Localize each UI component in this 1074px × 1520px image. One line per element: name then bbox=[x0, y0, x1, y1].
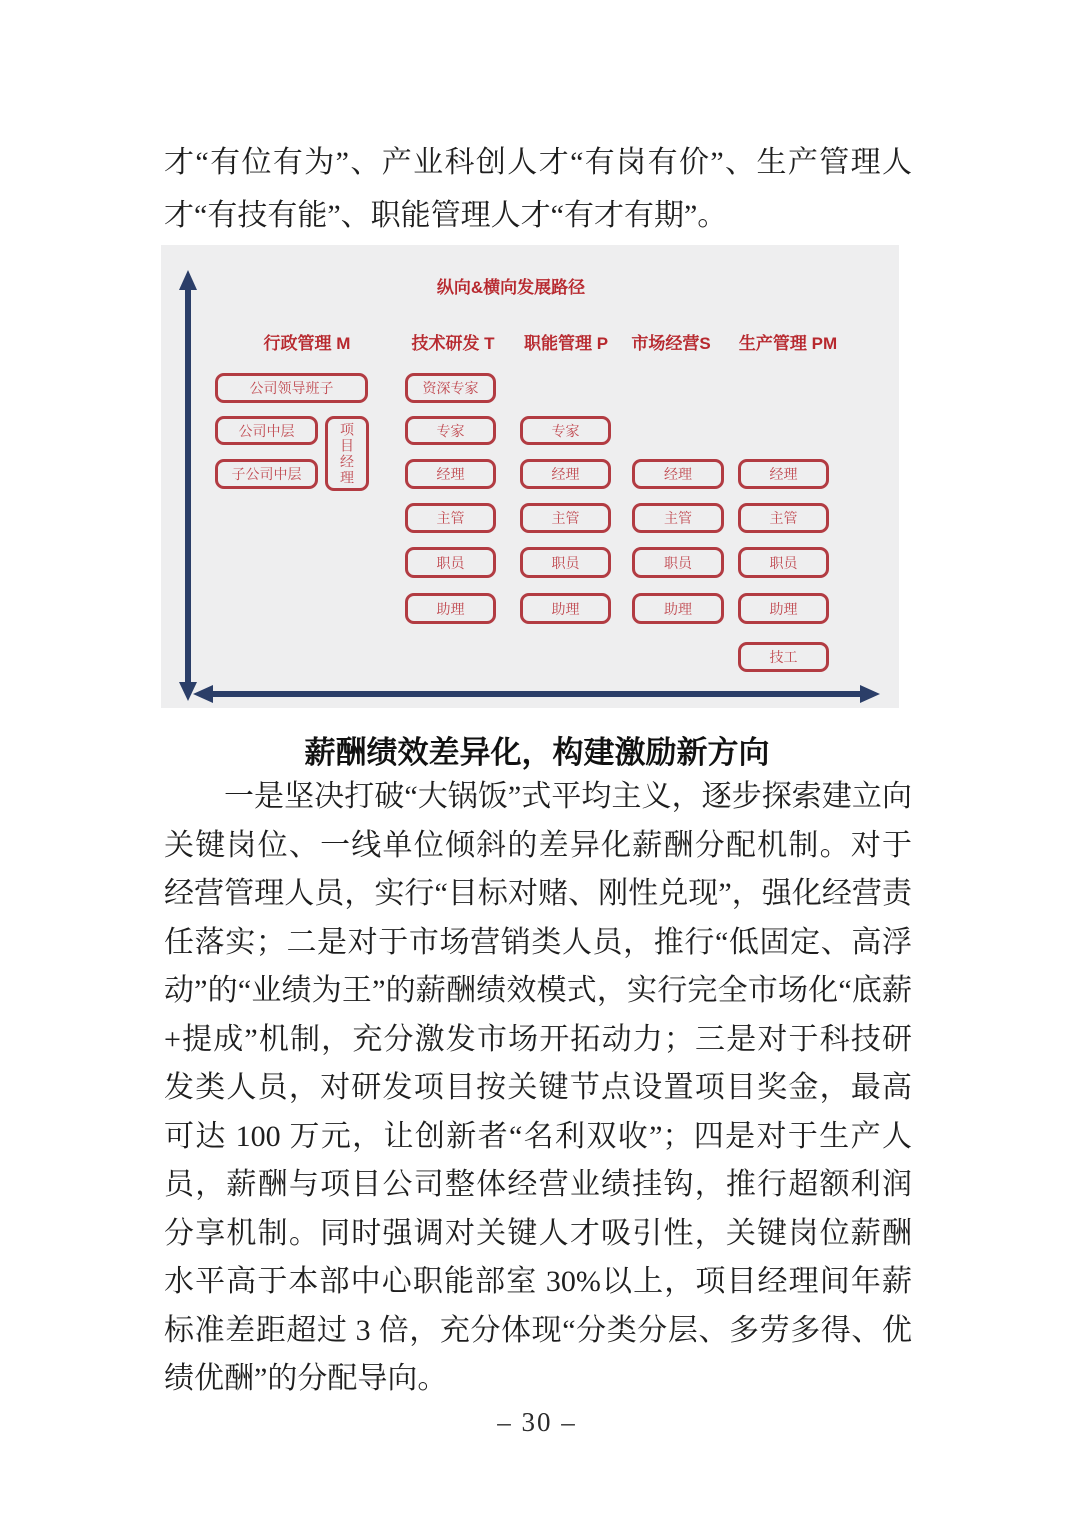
level-box-manager-s: 经理 bbox=[632, 459, 724, 489]
level-box-staff-s: 职员 bbox=[632, 547, 724, 578]
level-box-subsidiary-middle: 子公司中层 bbox=[215, 459, 318, 489]
level-box-manager-p: 经理 bbox=[520, 459, 611, 489]
level-box-technician-pm: 技工 bbox=[738, 642, 829, 672]
level-box-manager-pm: 经理 bbox=[738, 459, 829, 489]
column-header-market: 市场经营S bbox=[631, 334, 711, 353]
level-box-assistant-t: 助理 bbox=[405, 593, 496, 624]
level-box-assistant-p: 助理 bbox=[520, 593, 611, 624]
column-header-tech: 技术研发 T bbox=[411, 334, 495, 353]
level-box-assistant-s: 助理 bbox=[632, 593, 724, 624]
level-box-supervisor-pm: 主管 bbox=[738, 503, 829, 533]
vertical-axis-arrow bbox=[179, 270, 197, 701]
body-paragraph: 一是坚决打破“大锅饭”式平均主义，逐步探索建立向关键岗位、一线单位倾斜的差异化薪酬分配机制。对于经营管理人员，实行“目标对赌、刚性兑现”，强化经营责任落实；二是对于市场营销类人员，推行“低固定、高浮动”的“业绩为王”的薪酬绩效模式，实行完全市场化“底薪+提成”机制，充分激发市场开拓动力；三是对于科技研发类人员，对研发项目按关键节点设置项目奖金，最高可达 100 万元，让创新者“名利双收”；四是对于生产人员，薪酬与项目公司整体经营业绩挂钩，推行超额利润分享机制。同时强调对关键人才吸引性，关键岗位薪酬水平高于本部中心职能部室 30%以上，项目经理间年薪标准差距超过 3 倍，充分体现“分类分层、多劳多得、优绩优酬”的分配导向。 bbox=[164, 780, 912, 1395]
level-box-expert-t: 专家 bbox=[405, 416, 496, 445]
level-box-project-manager: 项目经理 bbox=[325, 416, 369, 491]
intro-paragraph: 才“有位有为”、产业科创人才“有岗有价”、生产管理人才“有技有能”、职能管理人才“有才有期”。 bbox=[164, 146, 912, 232]
level-box-staff-pm: 职员 bbox=[738, 547, 829, 578]
level-box-senior-expert: 资深专家 bbox=[405, 373, 496, 403]
level-box-staff-t: 职员 bbox=[405, 547, 496, 578]
column-header-production: 生产管理 PM bbox=[738, 334, 838, 353]
level-box-supervisor-s: 主管 bbox=[632, 503, 724, 533]
level-box-company-middle: 公司中层 bbox=[215, 416, 318, 445]
level-box-expert-p: 专家 bbox=[520, 416, 611, 445]
page-number: – 30 – bbox=[497, 1407, 577, 1437]
level-box-supervisor-p: 主管 bbox=[520, 503, 611, 533]
level-box-company-leadership: 公司领导班子 bbox=[215, 373, 368, 403]
level-box-staff-p: 职员 bbox=[520, 547, 611, 578]
horizontal-axis-arrow bbox=[193, 685, 880, 703]
section-heading: 薪酬绩效差异化，构建激励新方向 bbox=[304, 735, 770, 770]
level-box-assistant-pm: 助理 bbox=[738, 593, 829, 624]
level-box-manager-t: 经理 bbox=[405, 459, 496, 489]
diagram-title: 纵向&横向发展路径 bbox=[436, 278, 586, 297]
career-path-diagram bbox=[161, 245, 899, 708]
column-header-function: 职能管理 P bbox=[523, 334, 609, 353]
column-header-admin: 行政管理 M bbox=[263, 334, 351, 353]
level-box-supervisor-t: 主管 bbox=[405, 503, 496, 533]
